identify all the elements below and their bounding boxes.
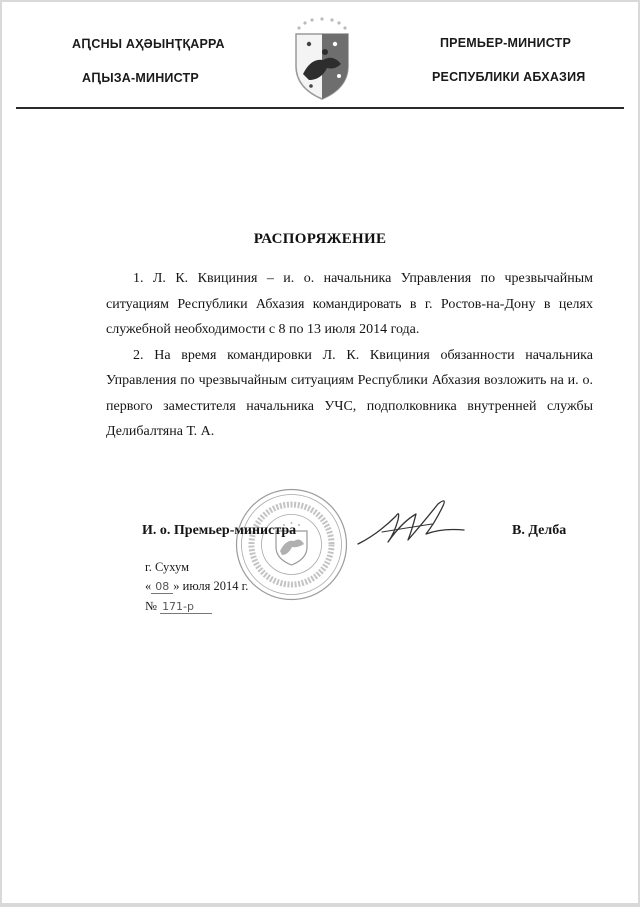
document-body xyxy=(106,266,593,445)
header-right-line1: ПРЕМЬЕР-МИНИСТР xyxy=(440,36,571,50)
date-rest: » июля 2014 г. xyxy=(173,579,249,593)
document-number xyxy=(145,599,212,614)
number-label: № xyxy=(145,599,157,613)
header-right-line2: РЕСПУБЛИКИ АБХАЗИЯ xyxy=(432,70,586,84)
document-page xyxy=(2,2,638,903)
official-seal-icon xyxy=(234,487,349,602)
header-left-line2: АԤЫЗА-МИНИСТР xyxy=(82,71,199,85)
handwritten-signature-icon xyxy=(352,494,472,554)
header-divider xyxy=(16,107,624,109)
issue-place: г. Сухум xyxy=(145,560,190,574)
date-day-handwritten: 08 xyxy=(151,581,173,594)
signatory-position: И. о. Премьер-министра xyxy=(142,523,297,538)
date-open-quote: « xyxy=(145,579,152,593)
header-left-line1: АԤСНЫ АҲӘЫНҬҚАРРА xyxy=(72,37,225,51)
signatory-name: В. Делба xyxy=(512,523,567,538)
document-title: РАСПОРЯЖЕНИЕ xyxy=(253,231,387,247)
number-value-handwritten: 171-р xyxy=(160,600,212,614)
paragraph-2: 2. На время командировки Л. К. Квициния обязанности начальника Управления по чрезвычайным ситуациям Республики Абхазия возложить на и. о. первого заместителя начальника УЧС, подполковника внутренней службы Делибалтяна Т. А. xyxy=(106,347,593,439)
paragraph-1: 1. Л. К. Квициния – и. о. начальника Управления по чрезвычайным ситуациям Республики Абхазия командировать в г. Ростов-на-Дону в целях служебной необходимости с 8 по 13 июля 2014 года. xyxy=(106,271,593,337)
coat-of-arms-icon xyxy=(289,14,355,102)
issue-date xyxy=(145,579,248,594)
